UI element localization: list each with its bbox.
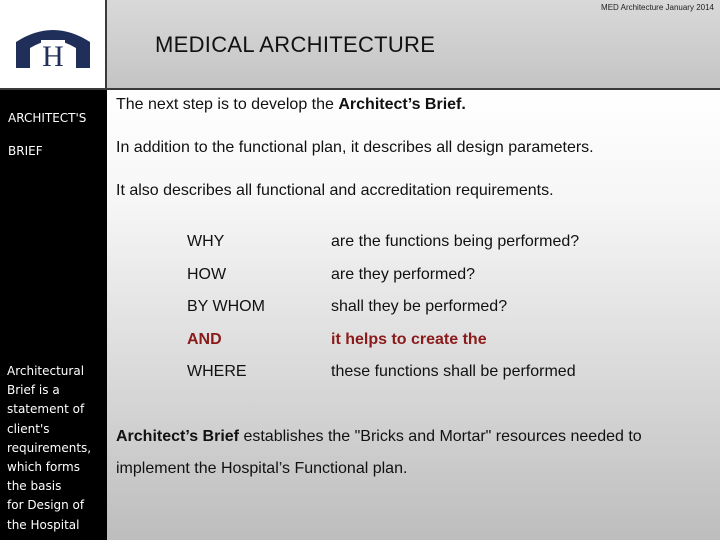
question-key: BY WHOM — [187, 298, 265, 315]
question-key: HOW — [187, 266, 227, 283]
requirements-paragraph: It also describes all functional and accreditation requirements. — [116, 182, 554, 199]
question-value: shall they be performed? — [331, 298, 508, 315]
logo-panel — [0, 0, 107, 90]
content-area — [107, 90, 720, 540]
sidebar-note-line: for Design of — [7, 498, 85, 513]
sidebar-note-line: the basis — [7, 479, 62, 494]
header-band — [107, 0, 720, 90]
intro-text: The next step is to develop the — [116, 96, 339, 113]
question-key: AND — [187, 331, 222, 348]
question-value: are they performed? — [331, 266, 476, 283]
hospital-logo-icon — [14, 24, 92, 70]
question-row — [187, 266, 707, 288]
sidebar-note-line: Brief is a — [7, 383, 60, 398]
sidebar-heading-line: BRIEF — [8, 144, 43, 158]
intro-paragraph — [116, 96, 466, 114]
slide-title: MEDICAL ARCHITECTURE — [155, 32, 436, 57]
question-value: it helps to create the — [331, 331, 487, 348]
sidebar-note-line: requirements, — [7, 440, 92, 455]
sidebar — [0, 90, 107, 540]
sidebar-note-line: Architectural — [7, 364, 85, 378]
sidebar-note-line: client's — [7, 421, 50, 436]
logo-letter: H — [42, 40, 64, 70]
design-parameters-paragraph: In addition to the functional plan, it describes all design parameters. — [116, 139, 594, 156]
question-value: are the functions being performed? — [331, 233, 580, 250]
sidebar-note-line: which forms — [7, 460, 81, 475]
intro-emphasis: Architect’s Brief. — [338, 96, 466, 113]
resources-text: establishes the "Bricks and Mortar" resources needed to — [239, 428, 642, 445]
resources-paragraph — [116, 428, 642, 446]
question-row-highlight — [187, 331, 707, 353]
implement-paragraph: implement the Hospital’s Functional plan. — [116, 460, 408, 477]
sidebar-note-line: statement of — [7, 402, 85, 417]
sidebar-heading-line: ARCHITECT'S — [8, 111, 87, 125]
question-row — [187, 298, 707, 320]
question-value: these functions shall be performed — [331, 363, 576, 380]
question-row — [187, 233, 707, 255]
sidebar-heading — [8, 102, 104, 168]
question-row — [187, 363, 707, 385]
resources-emphasis: Architect’s Brief — [116, 428, 239, 445]
sidebar-note — [7, 362, 105, 535]
question-key: WHY — [187, 233, 225, 250]
header-meta: MED Architecture January 2014 — [601, 3, 714, 12]
sidebar-note-line: the Hospital — [7, 517, 80, 532]
question-key: WHERE — [187, 363, 247, 380]
